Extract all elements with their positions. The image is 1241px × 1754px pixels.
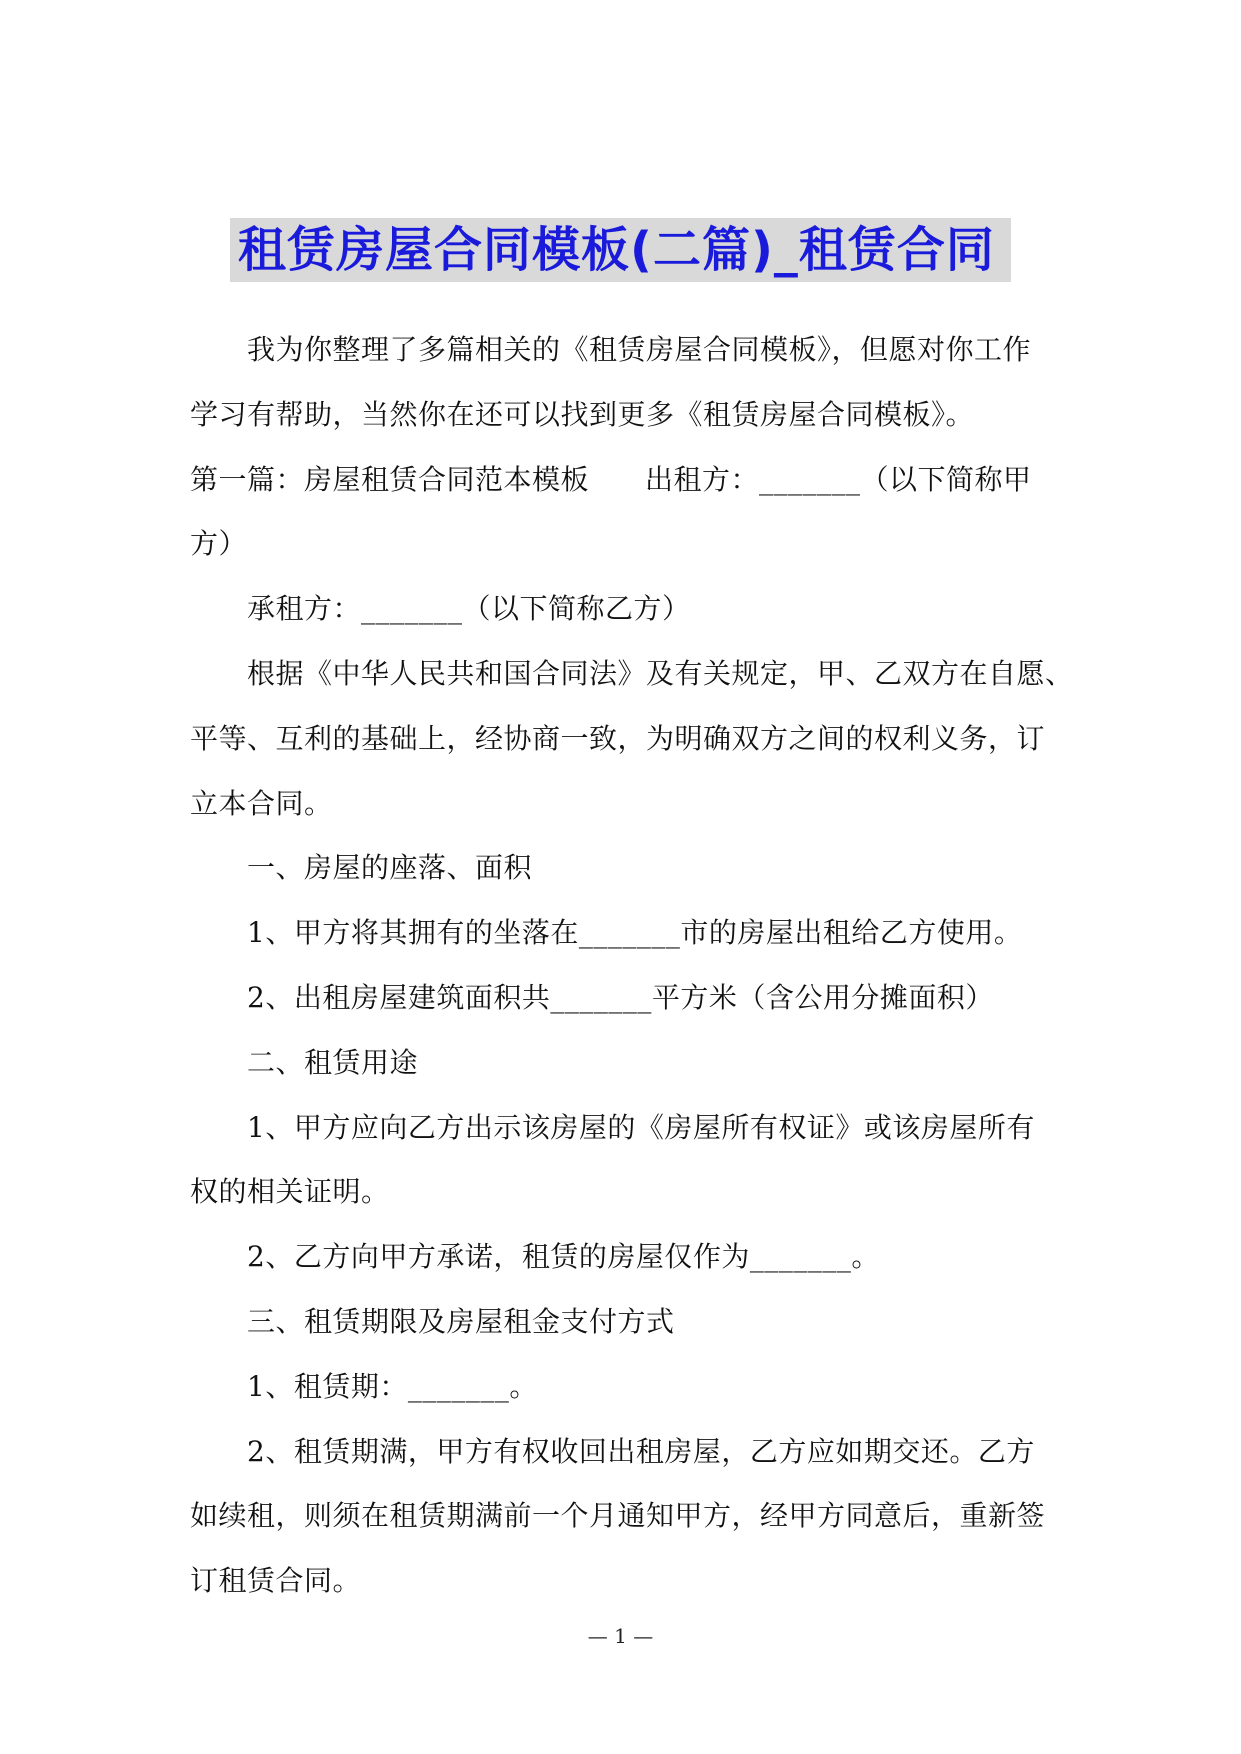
paragraph-line: 如续租，则须在租赁期满前一个月通知甲方，经甲方同意后，重新签 [190, 1499, 1046, 1533]
paragraph-line: 2、出租房屋建筑面积共_______平方米（含公用分摊面积） [247, 980, 994, 1014]
section-heading: 三、租赁期限及房屋租金支付方式 [247, 1304, 675, 1338]
paragraph-line: 平等、互利的基础上，经协商一致，为明确双方之间的权利义务，订 [190, 721, 1046, 755]
paragraph-line [190, 448, 1065, 513]
paragraph-line: 我为你整理了多篇相关的《租赁房屋合同模板》，但愿对你工作 [247, 333, 1032, 366]
paragraph-line: 立本合同。 [190, 786, 333, 820]
paragraph-line: 承租方：_______（以下简称乙方） [247, 592, 691, 626]
paragraph-line: 2、乙方向甲方承诺，租赁的房屋仅作为_______。 [247, 1240, 880, 1274]
document-body [190, 318, 1074, 1614]
paragraph-line: 权的相关证明。 [190, 1175, 390, 1209]
paragraph-line: 根据《中华人民共和国合同法》及有关规定，甲、乙双方在自愿、 [247, 656, 1074, 690]
section-heading: 二、租赁用途 [247, 1045, 419, 1079]
paragraph-line: 1、租赁期：_______。 [247, 1369, 538, 1403]
section-heading: 第一篇：房屋租赁合同范本模板 [190, 462, 590, 496]
paragraph-line: 1、甲方将其拥有的坐落在_______市的房屋出租给乙方使用。 [247, 916, 1023, 950]
section-heading: 一、房屋的座落、面积 [247, 851, 533, 885]
page-number: — 1 — [587, 1624, 654, 1648]
document-title: 租赁房屋合同模板(二篇)_租赁合同 [230, 218, 1011, 282]
paragraph-line: 学习有帮助，当然你在还可以找到更多《租赁房屋合同模板》。 [190, 397, 975, 431]
title-container [0, 218, 1241, 282]
paragraph-line: 订租赁合同。 [190, 1564, 362, 1598]
paragraph-line: 方） [190, 527, 248, 561]
paragraph-line: 2、租赁期满，甲方有权收回出租房屋，乙方应如期交还。乙方 [247, 1434, 1035, 1468]
paragraph-line: 1、甲方应向乙方出示该房屋的《房屋所有权证》或该房屋所有 [247, 1110, 1035, 1144]
lessor-field: 出租方：_______（以下简称甲 [645, 462, 1032, 496]
